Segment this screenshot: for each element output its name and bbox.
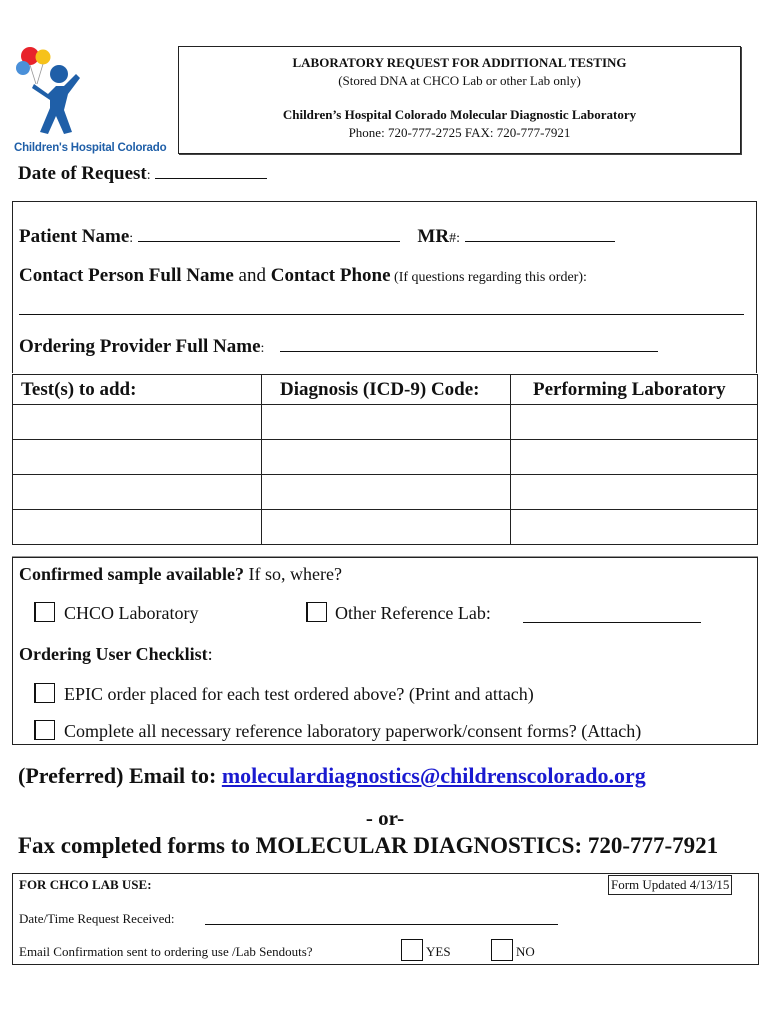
lab-cell[interactable]	[511, 440, 758, 475]
table-header-row	[13, 375, 758, 405]
provider-field[interactable]	[280, 351, 658, 352]
no-label: NO	[516, 944, 535, 959]
diagnosis-cell[interactable]	[262, 405, 511, 440]
date-of-request-field[interactable]	[155, 178, 267, 179]
hospital-logo	[14, 44, 178, 154]
table-row	[13, 440, 758, 475]
form-header	[178, 46, 741, 154]
date-time-received-field[interactable]	[205, 924, 558, 925]
lab-use-title: FOR CHCO LAB USE:	[19, 877, 152, 892]
col-tests-header: Test(s) to add:	[13, 375, 262, 405]
form-subtitle: (Stored DNA at CHCO Lab or other Lab only)	[338, 73, 581, 88]
confirmed-sample-label: Confirmed sample available?	[19, 564, 244, 584]
yes-label: YES	[426, 944, 451, 959]
patient-info-section	[12, 201, 757, 373]
lab-cell[interactable]	[511, 475, 758, 510]
diagnosis-cell[interactable]	[262, 440, 511, 475]
lab-name: Children’s Hospital Colorado Molecular Diagnostic Laboratory	[282, 107, 637, 122]
test-cell[interactable]	[13, 405, 262, 440]
email-label: (Preferred) Email to:	[18, 763, 217, 788]
diagnosis-cell[interactable]	[262, 475, 511, 510]
checklist-row: Ordering User Checklist:	[19, 644, 213, 664]
fax-instructions: Fax completed forms to MOLECULAR DIAGNOSTICS: 720-777-7921	[18, 833, 719, 858]
diagnosis-cell[interactable]	[262, 510, 511, 545]
other-lab-label: Other Reference Lab:	[335, 603, 491, 623]
date-time-received-label: Date/Time Request Received:	[19, 911, 175, 926]
date-of-request-label: Date of Request	[18, 163, 147, 184]
confirmed-sample-row	[19, 564, 342, 585]
table-row	[13, 405, 758, 440]
contact-note: (If questions regarding this order):	[390, 270, 587, 285]
contact-name-label: Contact Person Full Name	[19, 265, 234, 286]
lab-use-section	[12, 873, 759, 965]
col-diagnosis-header: Diagnosis (ICD-9) Code:	[262, 375, 511, 405]
other-lab-checkbox[interactable]	[307, 602, 327, 622]
paperwork-label: Complete all necessary reference laboratory paperwork/consent forms? (Attach)	[64, 721, 642, 741]
test-cell[interactable]	[13, 440, 262, 475]
other-lab-field[interactable]	[523, 622, 701, 623]
confirmed-sample-question: If so, where?	[244, 564, 342, 584]
logo-text: Children's Hospital Colorado	[14, 142, 167, 154]
lab-phone-fax: Phone: 720-777-2725 FAX: 720-777-7921	[348, 125, 571, 140]
col-lab-header: Performing Laboratory	[511, 375, 758, 405]
test-cell[interactable]	[13, 475, 262, 510]
lab-cell[interactable]	[511, 405, 758, 440]
lab-cell[interactable]	[511, 510, 758, 545]
email-row	[18, 763, 646, 789]
epic-order-checkbox[interactable]	[35, 683, 55, 703]
tests-table	[12, 374, 758, 545]
patient-name-field[interactable]	[138, 241, 400, 242]
email-confirmation-label: Email Confirmation sent to ordering use /Lab Sendouts?	[19, 944, 313, 959]
chco-lab-label: CHCO Laboratory	[64, 603, 199, 623]
no-checkbox[interactable]	[491, 939, 513, 961]
or-separator: - or-	[365, 806, 405, 830]
epic-order-label: EPIC order placed for each test ordered above? (Print and attach)	[64, 684, 534, 704]
form-updated-badge: Form Updated 4/13/15	[608, 875, 732, 895]
date-of-request-row: Date of Request:	[18, 163, 267, 185]
sample-section	[12, 557, 758, 745]
provider-row: Ordering Provider Full Name:	[19, 336, 658, 358]
test-cell[interactable]	[13, 510, 262, 545]
child-balloon-icon	[14, 44, 178, 140]
checklist-label: Ordering User Checklist	[19, 644, 208, 664]
patient-name-row: Patient Name: MR#:	[19, 226, 615, 248]
chco-lab-checkbox[interactable]	[35, 602, 55, 622]
mr-field[interactable]	[465, 241, 615, 242]
contact-phone-label: Contact Phone	[270, 265, 391, 286]
table-row	[13, 510, 758, 545]
table-row	[13, 475, 758, 510]
contact-row: Contact Person Full Name and Contact Phone (If questions regarding this order):	[19, 265, 587, 286]
mr-label: MR	[417, 226, 450, 247]
form-title: LABORATORY REQUEST FOR ADDITIONAL TESTING	[292, 55, 627, 70]
paperwork-checkbox[interactable]	[35, 720, 55, 740]
email-link[interactable]: moleculardiagnostics@childrenscolorado.org	[221, 763, 646, 788]
provider-label: Ordering Provider Full Name	[19, 336, 261, 357]
patient-name-label: Patient Name	[19, 226, 130, 247]
yes-checkbox[interactable]	[401, 939, 423, 961]
contact-field[interactable]	[19, 314, 744, 315]
